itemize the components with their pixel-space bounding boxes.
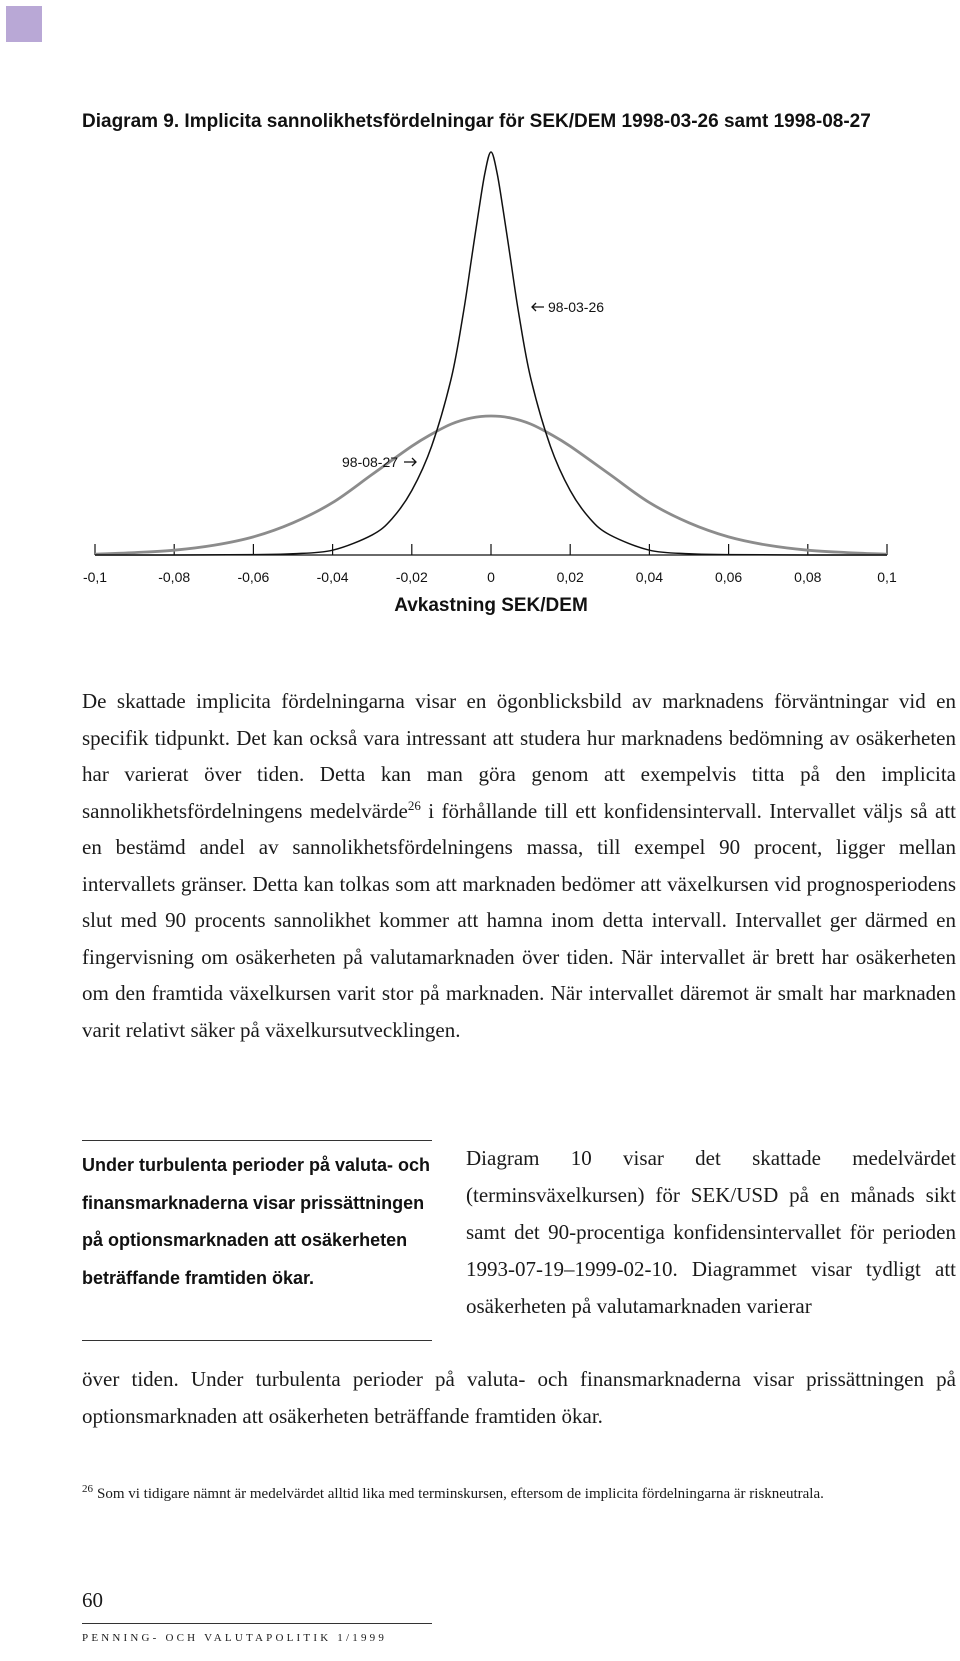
annotation-arrow-left-icon [532,303,544,311]
paragraph-1-text: De skattade implicita fördelningarna visar en ögonblicksbild av marknadens förväntningar vid en specifik tidpunkt. Det kan också vara intressant att studera hur marknadens bedömning av osäkerheten har varierat över tiden. Detta kan man göra genom att exempelvis titta på den implicita sannolikhetsfördelningens medelvärde [82,689,956,823]
footnote [82,1478,956,1506]
paragraph-2: över tiden. Under turbulenta perioder på valuta- och finansmarknaderna visar prissättningen på optionsmarknaden att osäkerheten beträffande framtiden ökar. [82,1367,956,1428]
paragraph-2-lead: Diagram 10 visar det skattade medelvärdet (terminsväxelkursen) för SEK/USD på en månads sikt samt det 90-procentiga konfidensintervallet för perioden 1993-07-19–1999-02-10. Diagrammet visar tydligt att osäkerheten på valutamarknaden varierar [466,1146,956,1318]
series-line-98-03-26 [95,152,887,555]
x-tick-label: -0,04 [316,569,349,585]
footnote-number: 26 [82,1483,93,1495]
series-line-98-08-27 [95,416,887,554]
publication-name: PENNING- OCH VALUTAPOLITIK 1/1999 [82,1632,388,1644]
x-tick-label: 0 [487,569,495,585]
pull-quote: Under turbulenta perioder på valuta- och finansmarknaderna visar prissättningen på optionsmarknaden att osäkerheten beträffande framtiden ökar. [82,1155,431,1288]
corner-decoration [6,6,42,42]
annotation-arrow-right-icon [404,458,416,466]
figure-title: Diagram 9. Implicita sannolikhetsfördelningar för SEK/DEM 1998-03-26 samt 1998-08-27 [82,111,871,132]
x-tick-label: -0,02 [395,569,428,585]
x-tick-label: 0,08 [794,569,822,585]
paragraph-1 [82,683,956,1048]
density-chart [0,140,960,630]
annotation-label-98-03-26: 98-03-26 [548,299,605,315]
footnote-reference: 26 [407,797,421,813]
x-tick-label: -0,06 [237,569,270,585]
x-tick-label: 0,1 [877,569,897,585]
x-tick-label: -0,08 [158,569,191,585]
footer-rule [82,1623,432,1624]
paragraph-1-continuation: i förhållande till ett konfidensintervall. Intervallet väljs så att en bestämd andel av sannolikhetsfördelningens massa, till exempel 90 procent, ligger mellan intervallets gränser. Detta kan tolkas som att marknaden bedömer att växelkursen vid prognosperiodens slut med 90 procents sannolikhet kommer att hamna inom detta intervall. Intervallet ger därmed en fingervisning om osäkerheten på valutamarknaden över tiden. När intervallet är brett har osäkerheten om den framtida växelkursen varit stor på marknaden. När intervallet däremot är smalt har marknaden varit relativt säker på växelkursutvecklingen. [82,798,956,1042]
x-tick-label: 0,06 [714,569,743,585]
x-tick-label: 0,04 [635,569,664,585]
page-number: 60 [82,1588,103,1612]
x-tick-label: 0,02 [556,569,584,585]
x-tick-label: -0,1 [82,569,108,585]
pull-quote-bottom-rule [82,1340,432,1341]
footnote-text: Som vi tidigare nämnt är medelvärdet alltid lika med terminskursen, eftersom de implicita fördelningarna är riskneutrala. [97,1486,824,1502]
annotation-label-98-08-27: 98-08-27 [342,454,399,470]
pull-quote-top-rule [82,1140,432,1141]
x-axis-label: Avkastning SEK/DEM [394,595,588,616]
